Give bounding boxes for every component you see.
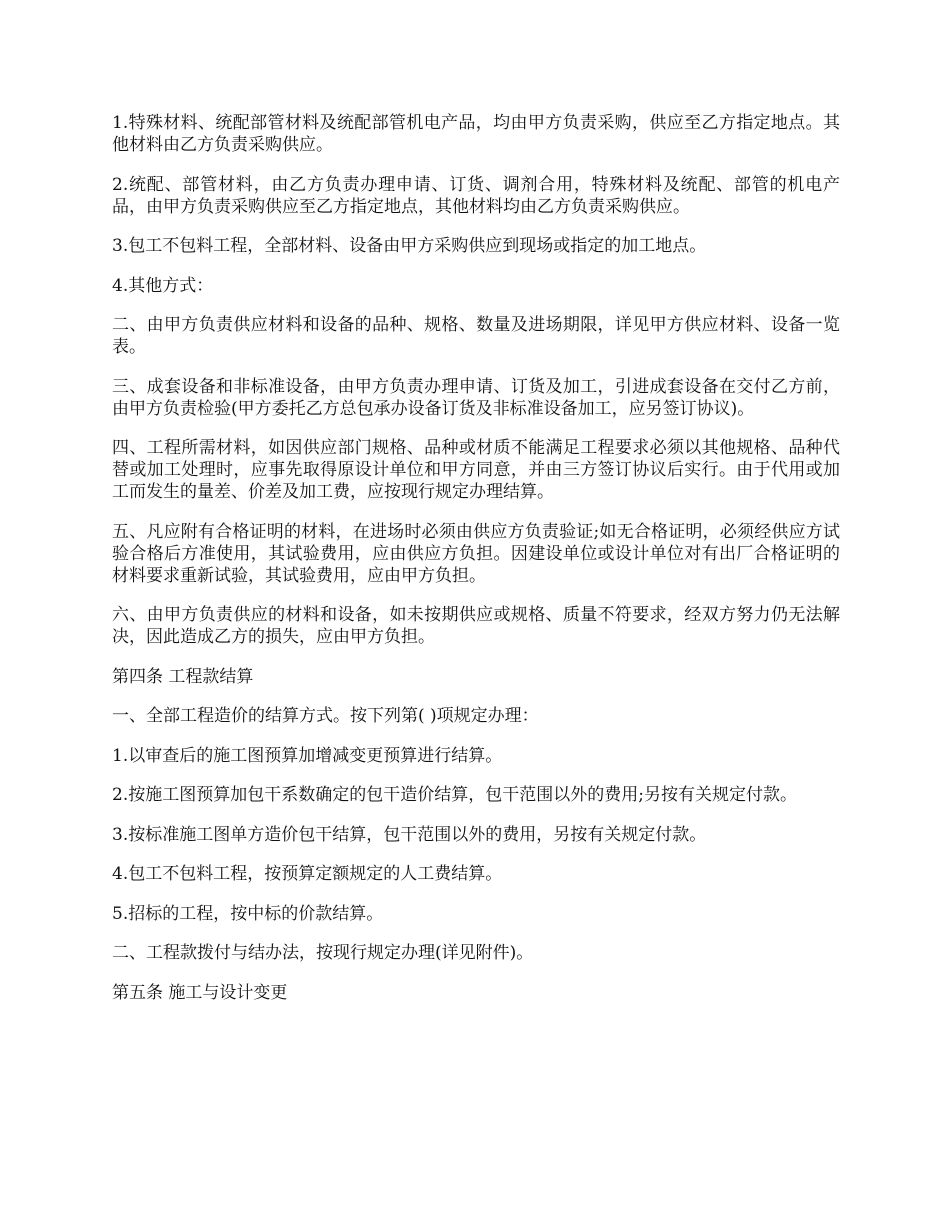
paragraph: 一、全部工程造价的结算方式。按下列第( )项规定办理： [112,706,539,726]
paragraph: 四、工程所需材料，如因供应部门规格、品种或材质不能满足工程要求必须以其他规格、品种代替或加工处理时，应事先取得原设计单位和甲方同意，并由三方签订协议后实行。由于代用或加工而发生的量差、价差及加工费，应按现行规定办理结算。 [112,438,840,502]
paragraph: 2.统配、部管材料，由乙方负责办理申请、订货、调剂合用，特殊材料及统配、部管的机电产品，由甲方负责采购供应至乙方指定地点，其他材料均由乙方负责采购供应。 [112,174,840,217]
paragraph: 5.招标的工程，按中标的价款结算。 [112,903,384,924]
section-heading: 第五条 施工与设计变更 [112,982,288,1003]
paragraph: 3.包工不包料工程，全部材料、设备由甲方采购供应到现场或指定的加工地点。 [112,236,707,256]
paragraph: 4.包工不包料工程，按预算定额规定的人工费结算。 [112,864,503,884]
paragraph: 三、成套设备和非标准设备，由甲方负责办理申请、订货及加工，引进成套设备在交付乙方前，由甲方负责检验(甲方委托乙方总包承办设备订货及非标准设备加工，应另签订协议)。 [112,376,840,419]
paragraph: 六、由甲方负责供应的材料和设备，如未按期供应或规格、质量不符要求，经双方努力仍无法解决，因此造成乙方的损失，应由甲方负担。 [112,605,840,647]
paragraph: 3.按标准施工图单方造价包干结算，包干范围以外的费用，另按有关规定付款。 [112,824,707,845]
paragraph: 2.按施工图预算加包干系数确定的包干造价结算，包干范围以外的费用;另按有关规定付款。 [112,785,797,805]
paragraph: 4.其他方式： [112,275,214,296]
paragraph: 二、由甲方负责供应材料和设备的品种、规格、数量及进场期限，详见甲方供应材料、设备一览表。 [112,315,840,357]
paragraph: 1.特殊材料、统配部管材料及统配部管机电产品，均由甲方负责采购，供应至乙方指定地点。其他材料由乙方负责采购供应。 [112,113,840,155]
paragraph: 五、凡应附有合格证明的材料，在进场时必须由供应方负责验证;如无合格证明，必须经供应方试验合格后方准使用，其试验费用，应由供应方负担。因建设单位或设计单位对有出厂合格证明的材料要求重新试验，其试验费用，应由甲方负担。 [112,521,840,586]
document-body [112,112,840,1004]
paragraph: 二、工程款拨付与结办法，按现行规定办理(详见附件)。 [112,943,534,963]
section-heading: 第四条 工程款结算 [112,666,254,687]
paragraph: 1.以审查后的施工图预算加增减变更预算进行结算。 [112,745,503,766]
